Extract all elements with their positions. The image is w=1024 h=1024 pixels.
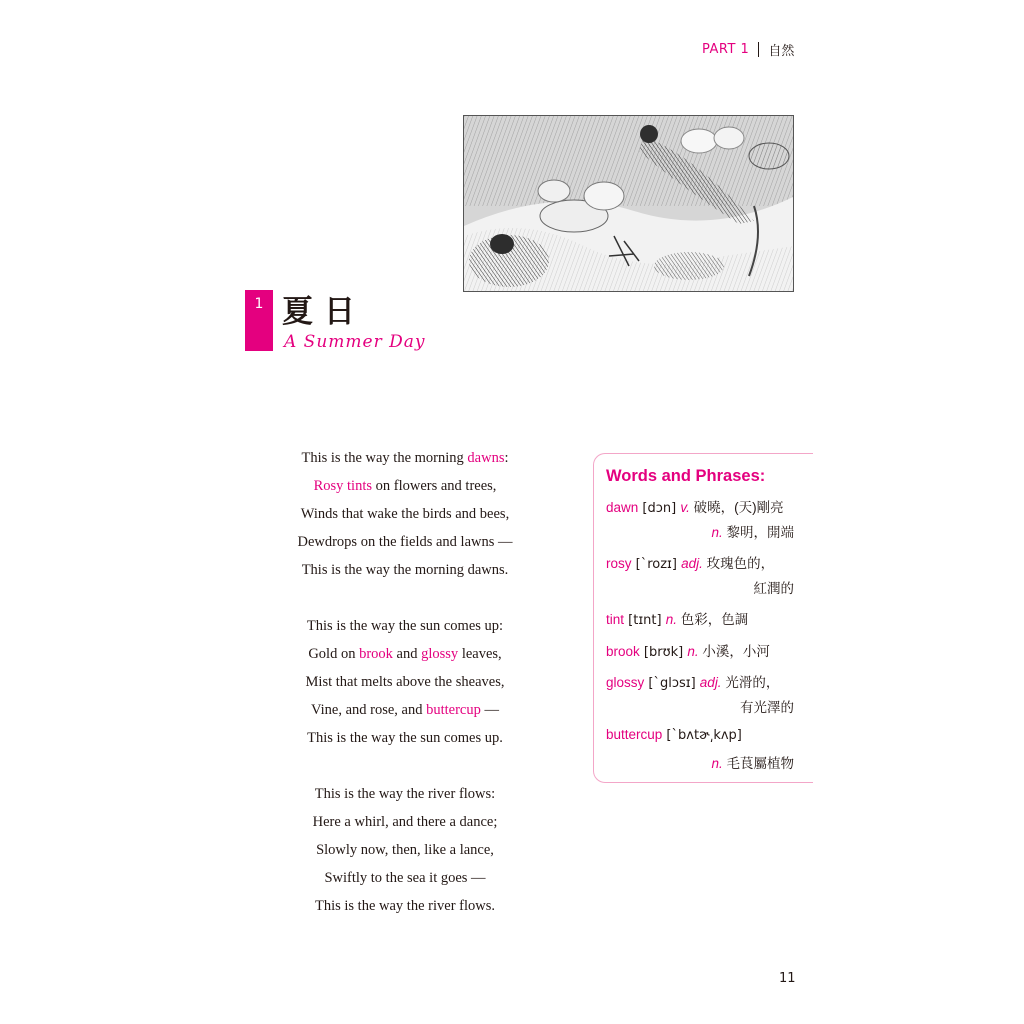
- part-of-speech: n.: [687, 644, 699, 659]
- definition: 黎明，開端: [722, 525, 794, 540]
- poem-text: Mist that melts above the sheaves,: [305, 674, 505, 690]
- vocabulary-entry-line: [606, 552, 774, 572]
- vocab-word: tint: [606, 612, 625, 627]
- definition: 紅潤的: [753, 581, 794, 596]
- part-of-speech: adj.: [681, 556, 703, 571]
- poem-text: This is the way the morning: [301, 450, 468, 466]
- poem-line: [255, 612, 555, 640]
- vocabulary-entry-line: [711, 752, 794, 772]
- poem-text: This is the way the sun comes up.: [307, 730, 503, 746]
- definition: 光滑的，: [721, 675, 780, 690]
- vocab-word: brook: [606, 644, 640, 659]
- poem-text: Slowly now, then, like a lance,: [316, 842, 494, 858]
- vocabulary-entry-line: [606, 640, 770, 660]
- definition: 毛茛屬植物: [722, 756, 794, 771]
- highlighted-word: dawns: [467, 450, 505, 466]
- poem-text: Vine, and rose, and: [311, 702, 427, 718]
- poem-text: on flowers and trees,: [372, 478, 497, 494]
- highlighted-word: buttercup: [426, 702, 481, 718]
- poem-text: This is the way the sun comes up:: [306, 618, 504, 634]
- vocabulary-entry-line: [606, 608, 748, 628]
- poem-text: This is the way the morning dawns.: [301, 562, 509, 578]
- vocab-word: dawn: [606, 500, 639, 515]
- pronunciation: [`bʌtɚ͵kʌp]: [662, 728, 742, 743]
- highlighted-word: brook: [359, 646, 393, 662]
- page-number: 11: [779, 971, 796, 986]
- chapter-title-english: A Summer Day: [284, 332, 426, 352]
- category-label: 自然: [768, 44, 795, 59]
- poem-text: and: [392, 646, 422, 662]
- vocab-word: glossy: [606, 675, 645, 690]
- poem-stanza: [255, 780, 555, 920]
- poem-text: Winds that wake the birds and bees,: [300, 506, 510, 522]
- vocab-word: buttercup: [606, 727, 663, 742]
- birds-engraving-illustration: [463, 115, 794, 292]
- part-label: PART 1: [702, 42, 750, 57]
- poem-text: This is the way the river flows.: [314, 898, 495, 914]
- running-header: [702, 40, 794, 59]
- poem-line: [255, 892, 555, 920]
- poem-line: [255, 640, 555, 668]
- pronunciation: [tɪnt]: [624, 613, 666, 628]
- poem-text: This is the way the river flows:: [314, 786, 496, 802]
- highlighted-word: Rosy tints: [313, 478, 372, 494]
- vocab-word: rosy: [606, 556, 632, 571]
- header-divider: [758, 42, 759, 57]
- definition: 破曉，(天)剛亮: [689, 500, 784, 515]
- pronunciation: [`rozɪ]: [631, 557, 682, 572]
- definition: 玫瑰色的，: [702, 556, 775, 571]
- vocabulary-entry-line: [606, 496, 784, 516]
- poem-line: [255, 864, 555, 892]
- chapter-number: 1: [254, 296, 264, 312]
- vocabulary-entry-line: [606, 727, 742, 743]
- part-of-speech: adj.: [699, 675, 722, 690]
- poem-text: Dewdrops on the fields and lawns —: [297, 534, 513, 550]
- poem-line: [255, 696, 555, 724]
- vocabulary-entry-line: [711, 521, 794, 541]
- poem-stanza: [255, 444, 555, 584]
- vocabulary-entry-line: [754, 577, 795, 597]
- pronunciation: [`glɔsɪ]: [644, 676, 700, 691]
- vocabulary-entry-line: [740, 696, 794, 716]
- poem-text: Swiftly to the sea it goes —: [324, 870, 486, 886]
- chapter-title-chinese: 夏日: [282, 294, 366, 330]
- chapter-number-box: [245, 290, 273, 351]
- part-of-speech: v.: [680, 500, 690, 515]
- poem-line: [255, 780, 555, 808]
- definition: 小溪，小河: [698, 644, 770, 659]
- part-of-speech: n.: [711, 525, 723, 540]
- poem-stanza: [255, 612, 555, 752]
- pronunciation: [dɔn]: [638, 501, 681, 516]
- pronunciation: [brʊk]: [639, 645, 688, 660]
- poem-line: [255, 808, 555, 836]
- poem-text: leaves,: [458, 646, 502, 662]
- part-of-speech: n.: [665, 612, 677, 627]
- poem-text: —: [480, 702, 499, 718]
- poem-line: [255, 836, 555, 864]
- poem-text: Gold on: [308, 646, 360, 662]
- vocabulary-title: Words and Phrases:: [606, 467, 766, 485]
- poem-line: [255, 472, 555, 500]
- vocabulary-entry-line: [606, 671, 779, 691]
- definition: 色彩，色調: [676, 612, 749, 627]
- poem-line: [255, 500, 555, 528]
- poem-line: [255, 528, 555, 556]
- highlighted-word: glossy: [421, 646, 459, 662]
- poem-text: Here a whirl, and there a dance;: [312, 814, 498, 830]
- part-of-speech: n.: [711, 756, 723, 771]
- poem-line: [255, 668, 555, 696]
- poem: [255, 444, 555, 948]
- poem-line: [255, 444, 555, 472]
- definition: 有光澤的: [740, 700, 794, 715]
- poem-line: [255, 724, 555, 752]
- poem-text: :: [504, 450, 509, 466]
- poem-line: [255, 556, 555, 584]
